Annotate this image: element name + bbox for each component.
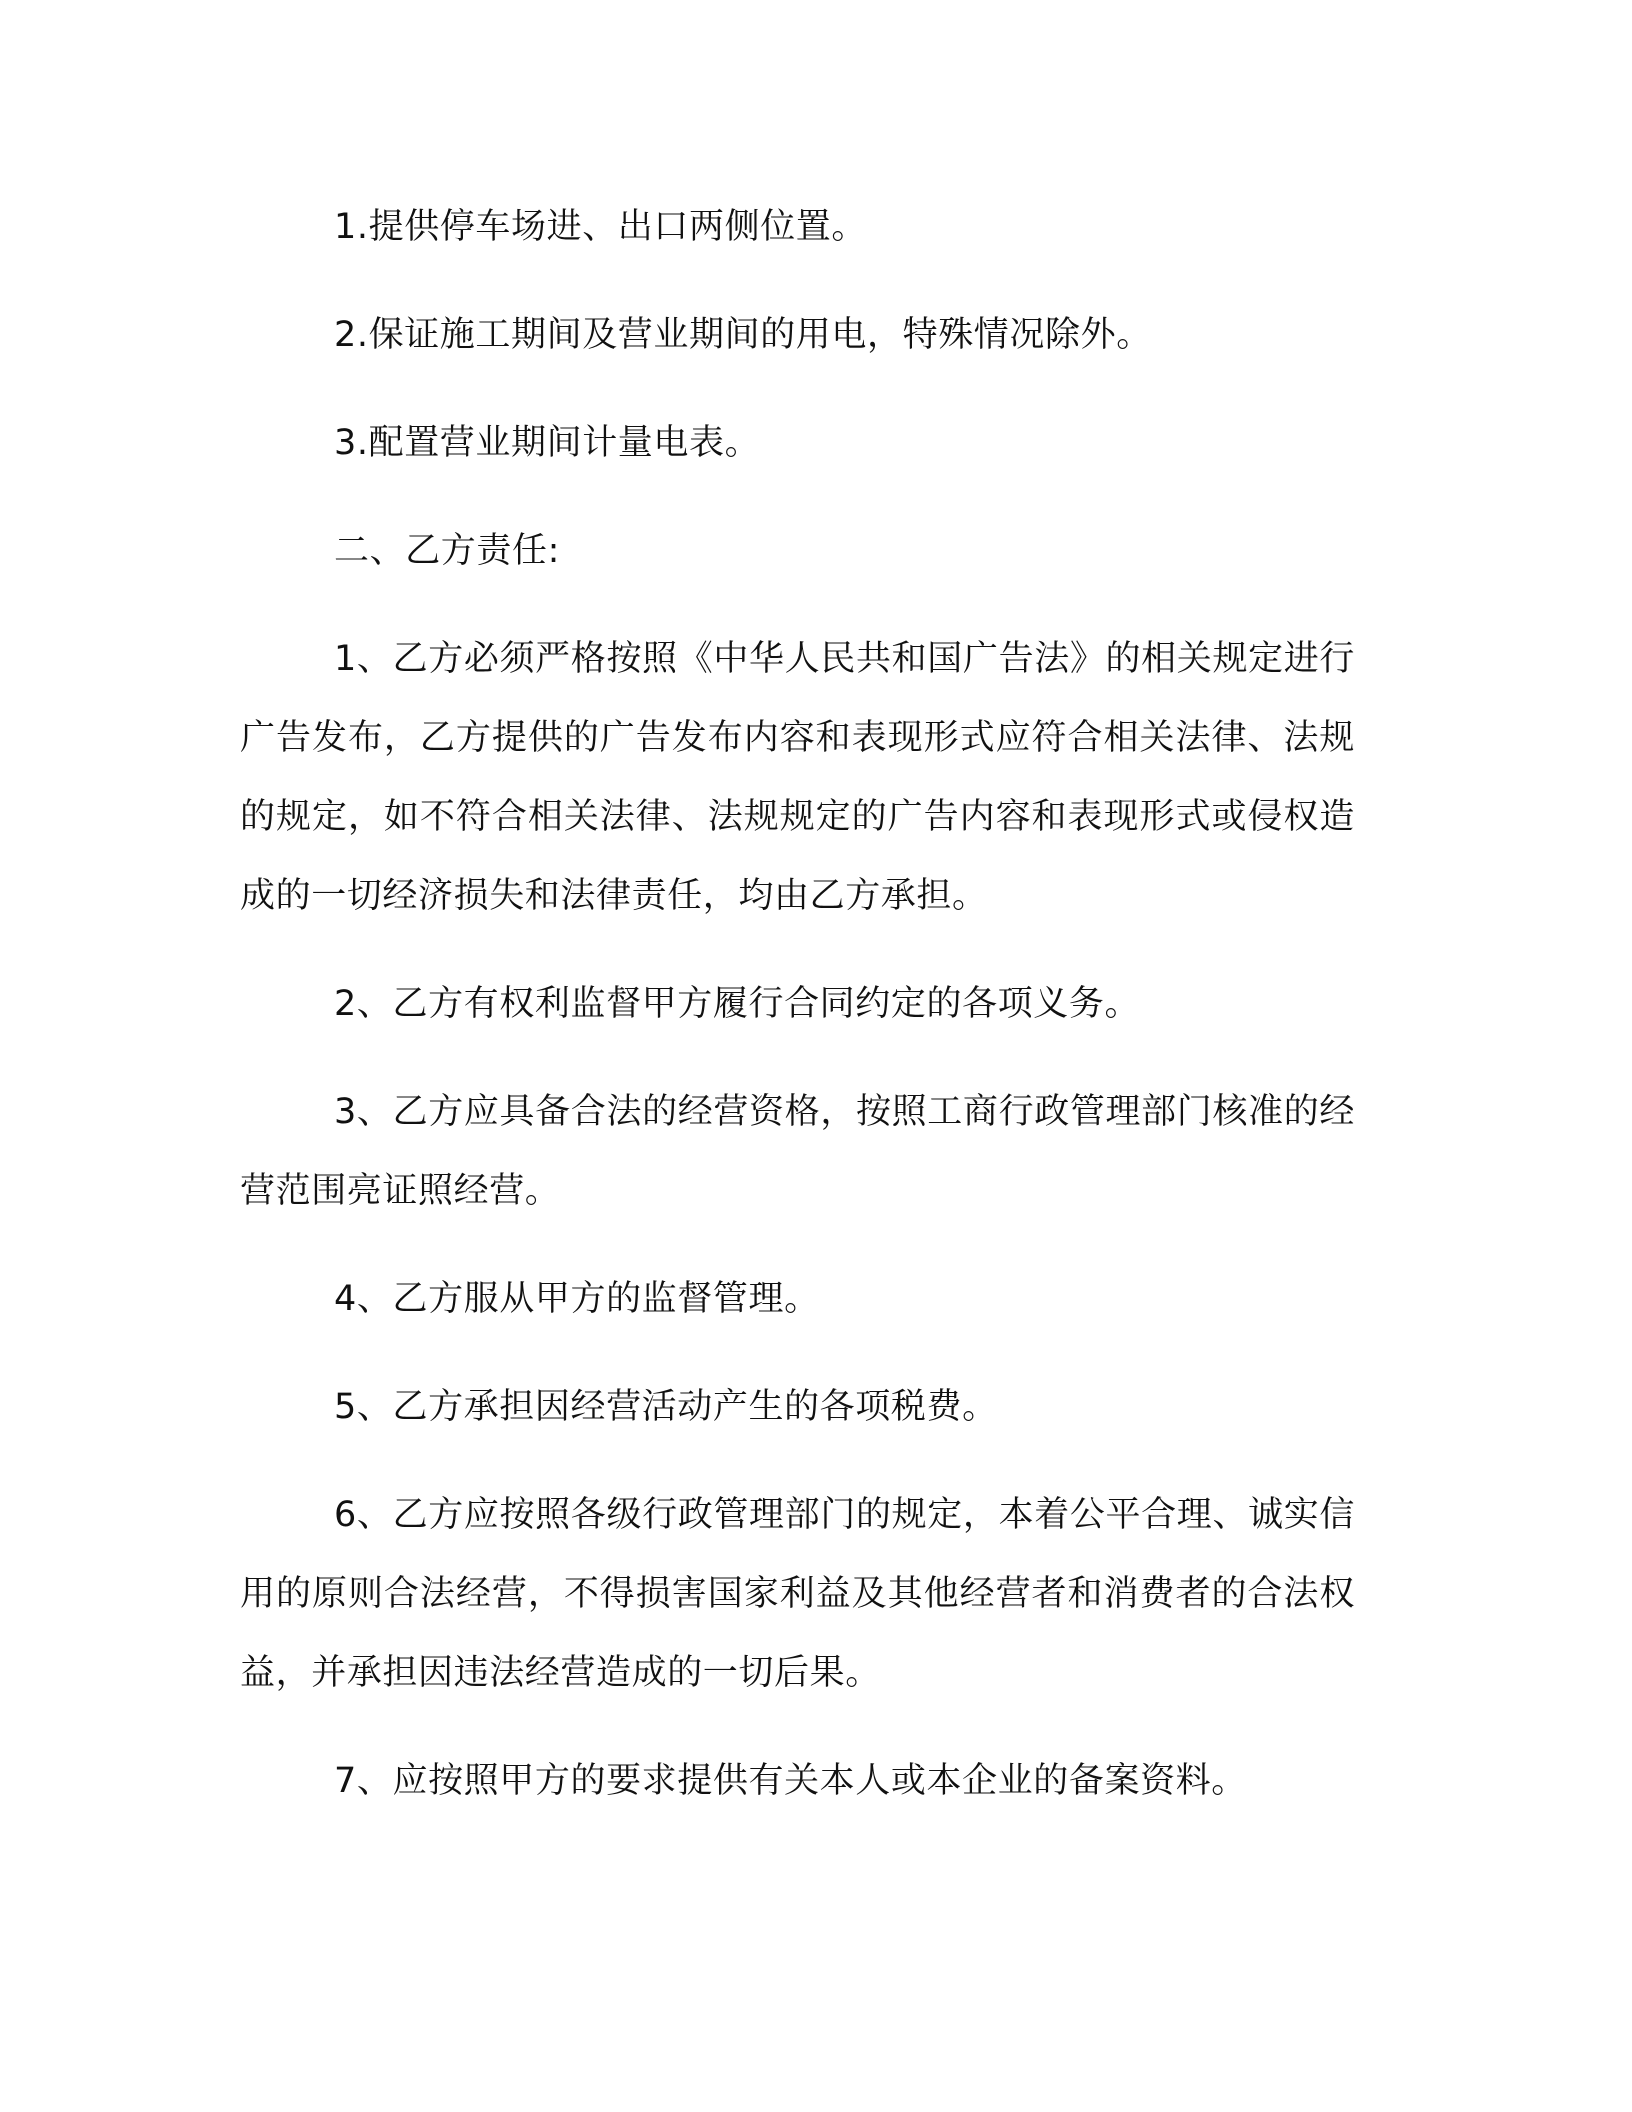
paragraph-1: 1.提供停车场进、出口两侧位置。 (334, 207, 867, 247)
paragraph-2: 2.保证施工期间及营业期间的用电，特殊情况除外。 (334, 315, 1152, 355)
paragraph-6: 2、乙方有权利监督甲方履行合同约定的各项义务。 (334, 984, 1141, 1024)
paragraph-8: 4、乙方服从甲方的监督管理。 (334, 1279, 820, 1319)
section-heading: 二、乙方责任: (334, 531, 560, 571)
document-body (240, 188, 1355, 1821)
paragraph-3: 3.配置营业期间计量电表。 (334, 423, 761, 463)
paragraph-5: 1、乙方必须严格按照《中华人民共和国广告法》的相关规定进行广告发布，乙方提供的广告发布内容和表现形式应符合相关法律、法规的规定，如不符合相关法律、法规规定的广告内容和表现形式或侵权造成的一切经济损失和法律责任，均由乙方承担。 (240, 639, 1355, 916)
paragraph-9: 5、乙方承担因经营活动产生的各项税费。 (334, 1387, 998, 1427)
paragraph-7: 3、乙方应具备合法的经营资格，按照工商行政管理部门核准的经营范围亮证照经营。 (240, 1092, 1355, 1211)
paragraph-11: 7、应按照甲方的要求提供有关本人或本企业的备案资料。 (334, 1761, 1247, 1801)
paragraph-10: 6、乙方应按照各级行政管理部门的规定，本着公平合理、诚实信用的原则合法经营，不得损害国家利益及其他经营者和消费者的合法权益，并承担因违法经营造成的一切后果。 (240, 1495, 1355, 1693)
